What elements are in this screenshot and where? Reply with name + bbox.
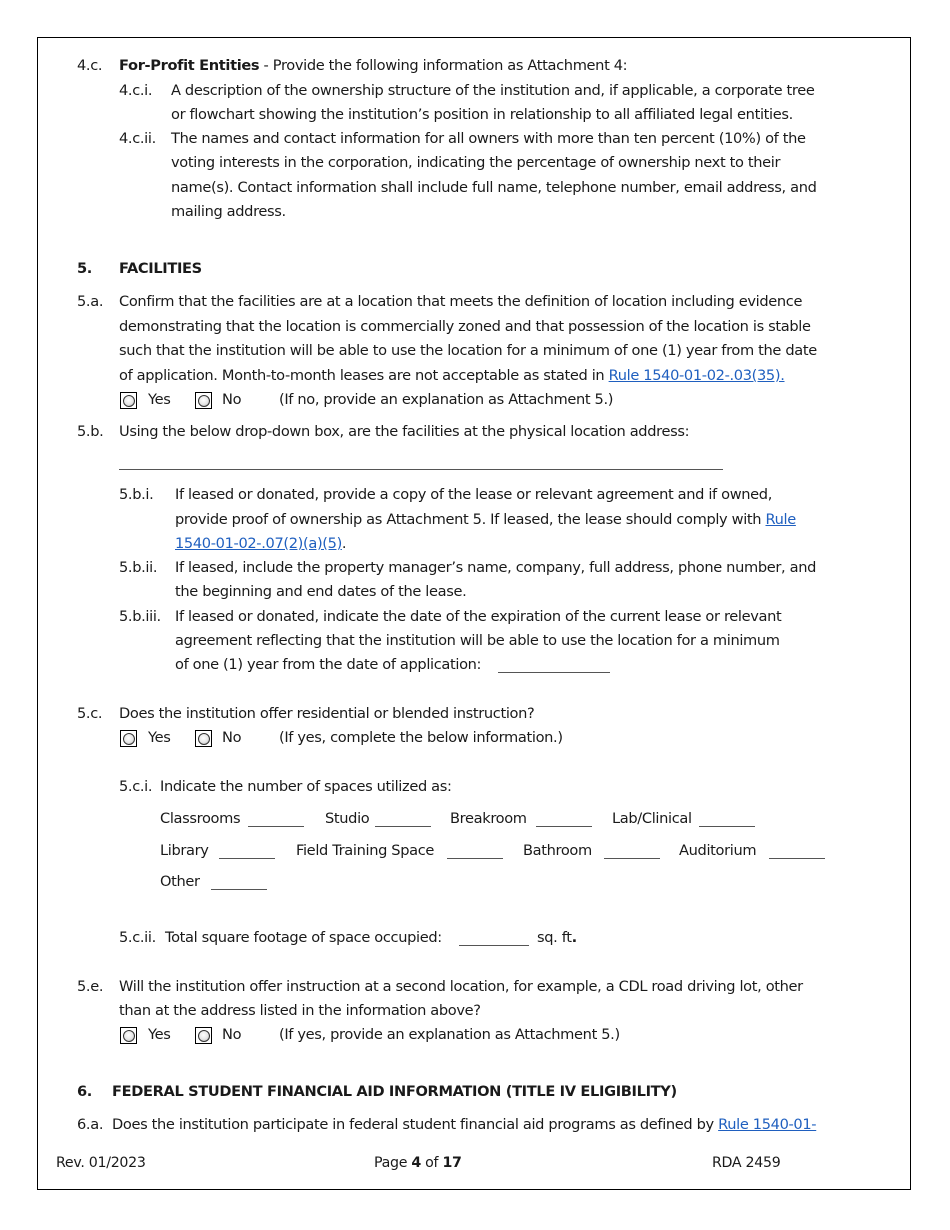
radio-no-label: No [222, 729, 242, 746]
item-text: or flowchart showing the institution’s position in relationship to all affiliated legal entities. [171, 106, 793, 123]
section-4c-heading [119, 54, 627, 79]
lab-clinical-field[interactable] [699, 826, 755, 827]
item-text-part: of application. Month-to-month leases are not acceptable as stated in [119, 367, 609, 384]
item-number: 5.e. [77, 978, 104, 995]
item-number: 4.c.ii. [119, 130, 156, 147]
item-number: 5.a. [77, 293, 104, 310]
item-number: 5.c.ii. [119, 929, 156, 946]
rule-link[interactable]: Rule 1540-01- [718, 1116, 817, 1133]
field-label-lab-clinical: Lab/Clinical [612, 810, 692, 827]
bathroom-field[interactable] [604, 858, 660, 859]
item-text: the beginning and end dates of the lease. [175, 583, 467, 600]
item-text [175, 532, 346, 557]
radio-note: (If yes, complete the below information.) [279, 729, 563, 746]
field-label-bathroom: Bathroom [523, 842, 592, 859]
section-number: 6. [77, 1083, 92, 1100]
radio-yes[interactable] [120, 392, 137, 409]
radio-no[interactable] [195, 730, 212, 747]
square-footage-field[interactable] [459, 945, 529, 946]
item-number: 5.c. [77, 705, 103, 722]
field-label-breakroom: Breakroom [450, 810, 527, 827]
radio-yes-label: Yes [148, 729, 171, 746]
item-text: Total square footage of space occupied: [165, 929, 442, 946]
auditorium-field[interactable] [769, 858, 825, 859]
item-number: 5.b.iii. [119, 608, 161, 625]
page-label: Page [374, 1155, 412, 1171]
item-number: 4.c. [77, 57, 103, 74]
item-text: agreement reflecting that the institution will be able to use the location for a minimum [175, 632, 780, 649]
unit-label [537, 926, 577, 951]
field-label-studio: Studio [325, 810, 370, 827]
item-text [175, 508, 796, 533]
revision-label: Rev. 01/2023 [56, 1155, 146, 1171]
page-number: 4 [411, 1155, 421, 1171]
classrooms-field[interactable] [248, 826, 304, 827]
item-text: Confirm that the facilities are at a location that meets the definition of location including evidence [119, 293, 803, 310]
radio-note: (If no, provide an explanation as Attachment 5.) [279, 391, 614, 408]
form-id: RDA 2459 [712, 1155, 781, 1171]
item-text-part: . [341, 535, 347, 552]
field-label-classrooms: Classrooms [160, 810, 241, 827]
page-total: 17 [442, 1155, 462, 1171]
item-text: If leased or donated, indicate the date of the expiration of the current lease or relevant [175, 608, 782, 625]
radio-no-label: No [222, 1026, 242, 1043]
item-number: 5.b. [77, 423, 104, 440]
item-text: of one (1) year from the date of application: [175, 656, 482, 673]
item-number: 5.b.ii. [119, 559, 158, 576]
of-label: of [420, 1155, 443, 1171]
facility-status-dropdown[interactable] [119, 469, 723, 470]
section-4c-intro: - Provide the following information as Attachment 4: [259, 57, 628, 74]
radio-no[interactable] [195, 392, 212, 409]
field-label-other: Other [160, 873, 200, 890]
item-text: If leased, include the property manager’s name, company, full address, phone number, and [175, 559, 817, 576]
item-text: demonstrating that the location is commercially zoned and that possession of the location is stable [119, 318, 811, 335]
item-text: such that the institution will be able to use the location for a minimum of one (1) year from the date [119, 342, 817, 359]
item-text: voting interests in the corporation, indicating the percentage of ownership next to their [171, 154, 781, 171]
item-text: name(s). Contact information shall include full name, telephone number, email address, and [171, 179, 817, 196]
rule-link[interactable]: Rule 1540-01-02-.03(35). [608, 367, 785, 384]
item-text [119, 364, 785, 389]
item-number: 5.b.i. [119, 486, 154, 503]
radio-yes-label: Yes [148, 391, 171, 408]
rule-link[interactable]: 1540-01-02-.07(2)(a)(5) [175, 535, 342, 552]
radio-no[interactable] [195, 1027, 212, 1044]
library-field[interactable] [219, 858, 275, 859]
section-number: 5. [77, 260, 92, 277]
unit-text: sq. ft [537, 929, 572, 946]
item-text: Will the institution offer instruction at a second location, for example, a CDL road driving lot, other [119, 978, 803, 995]
item-text-part: provide proof of ownership as Attachment 5. If leased, the lease should comply with [175, 511, 766, 528]
item-text-part: Does the institution participate in federal student financial aid programs as defined by [112, 1116, 719, 1133]
other-field[interactable] [211, 889, 267, 890]
item-number: 4.c.i. [119, 82, 153, 99]
item-text: A description of the ownership structure of the institution and, if applicable, a corporate tree [171, 82, 815, 99]
item-text: Indicate the number of spaces utilized as: [160, 778, 452, 795]
item-text: If leased or donated, provide a copy of the lease or relevant agreement and if owned, [175, 486, 773, 503]
breakroom-field[interactable] [536, 826, 592, 827]
radio-note: (If yes, provide an explanation as Attachment 5.) [279, 1026, 620, 1043]
lease-expiration-date-field[interactable] [498, 672, 610, 673]
unit-period: . [571, 929, 577, 946]
item-text: The names and contact information for all owners with more than ten percent (10%) of the [171, 130, 806, 147]
item-text [112, 1113, 816, 1138]
radio-yes-label: Yes [148, 1026, 171, 1043]
item-text: mailing address. [171, 203, 286, 220]
page-indicator [374, 1153, 462, 1173]
radio-no-label: No [222, 391, 242, 408]
radio-yes[interactable] [120, 1027, 137, 1044]
field-label-field-training-space: Field Training Space [296, 842, 435, 859]
field-training-space-field[interactable] [447, 858, 503, 859]
section-title: FACILITIES [119, 260, 202, 277]
field-label-auditorium: Auditorium [679, 842, 757, 859]
field-label-library: Library [160, 842, 209, 859]
section-4c-title: For-Profit Entities [119, 57, 260, 74]
rule-link[interactable]: Rule [765, 511, 796, 528]
item-number: 5.c.i. [119, 778, 153, 795]
item-text: than at the address listed in the information above? [119, 1002, 481, 1019]
item-number: 6.a. [77, 1116, 104, 1133]
studio-field[interactable] [375, 826, 431, 827]
item-text: Does the institution offer residential or blended instruction? [119, 705, 535, 722]
section-title: FEDERAL STUDENT FINANCIAL AID INFORMATION (TITLE IV ELIGIBILITY) [112, 1083, 677, 1100]
item-text: Using the below drop-down box, are the facilities at the physical location address: [119, 423, 690, 440]
radio-yes[interactable] [120, 730, 137, 747]
